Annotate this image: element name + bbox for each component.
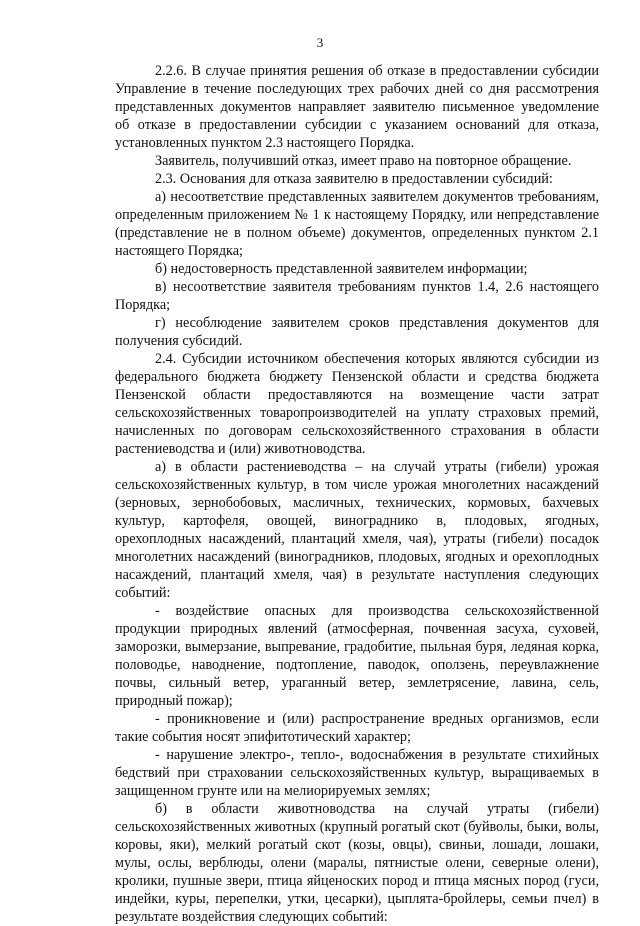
paragraph-harmful-organisms: - проникновение и (или) распространение вредных организмов, если такие события носят эпифитотический характер; (115, 711, 599, 745)
paragraph-2-4: 2.4. Субсидии источником обеспечения которых являются субсидии из федерального бюджета бюджету Пензенской области и средства бюджета Пензенской области предоставляются на возмещение части затрат сельскохозяйственных товаропроизводителей на уплату страховых премий, начисленных по договорам сельскохозяйственного страхования в области растениеводства и (или) животноводства. (115, 351, 599, 457)
paragraph-2-4-a: а) в области растениеводства – на случай утраты (гибели) урожая сельскохозяйственных культур, в том числе урожая многолетних насаждений (зерновых, зернобобовых, масличных, технических, кормовых, бахчевых культур, картофеля, овощей, винограднико в, плодовых, ягодных, орехоплодных насаждений, плантаций хмеля, чая), утраты (гибели) посадок многолетних насаждений (виноградников, плодовых, ягодных и орехоплодных насаждений, плантаций хмеля, чая) в результате наступления следующих событий: (115, 459, 599, 601)
paragraph-2-3-g: г) несоблюдение заявителем сроков представления документов для получения субсидий. (115, 315, 599, 349)
paragraph-2-3-b: б) недостоверность представленной заявителем информации; (155, 261, 528, 277)
paragraph-2-2-6: 2.2.6. В случае принятия решения об отказе в предоставлении субсидии Управление в течение последующих трех рабочих дней со дня рассмотрения представленных документов направляет заявителю письменное уведомление об отказе в предоставлении субсидии с указанием оснований для отказа, установленных пунктом 2.3 настоящего Порядка. (115, 63, 599, 151)
paragraph-2-4-b: б) в области животноводства на случай утраты (гибели) сельскохозяйственных животных (крупный рогатый скот (буйволы, быки, волы, коровы, яки), мелкий рогатый скот (козы, овцы), свиньи, лошади, лошаки, мулы, ослы, верблюды, олени (маралы, пятнистые олени, северные олени), кролики, пушные звери, птица яйценоских пород и птица мясных пород (гуси, индейки, куры, перепелки, утки, цесарки), цыплята-бройлеры, семьи пчел) в результате воздействия следующих событий: (115, 801, 599, 925)
paragraph-natural-events: - воздействие опасных для производства сельскохозяйственной продукции природных явлений (атмосферная, почвенная засуха, суховей, заморозки, вымерзание, выпревание, градобитие, пыльная буря, ледяная корка, половодье, наводнение, подтопление, паводок, оползень, переувлажнение почвы, сильный ветер, ураганный ветер, землетрясение, лавина, сель, природный пожар); (115, 603, 599, 709)
paragraph-utility-disruption: - нарушение электро-, тепло-, водоснабжения в результате стихийных бедствий при страховании сельскохозяйственных культур, выращиваемых в защищенном грунте или на мелиорируемых землях; (115, 747, 599, 799)
paragraph-reapply-right: Заявитель, получивший отказ, имеет право на повторное обращение. (155, 153, 572, 169)
paragraph-2-3-heading: 2.3. Основания для отказа заявителю в предоставлении субсидий: (155, 171, 553, 187)
paragraph-2-3-a: а) несоответствие представленных заявителем документов требованиям, определенным приложением № 1 к настоящему Порядку, или непредставление (представление не в полном объеме) документов, определенных пунктом 2.1 настоящего Порядка; (115, 189, 599, 259)
paragraph-2-3-v: в) несоответствие заявителя требованиям пунктов 1.4, 2.6 настоящего Порядка; (115, 279, 599, 313)
document-body (115, 62, 599, 926)
page-number: 3 (316, 35, 324, 50)
